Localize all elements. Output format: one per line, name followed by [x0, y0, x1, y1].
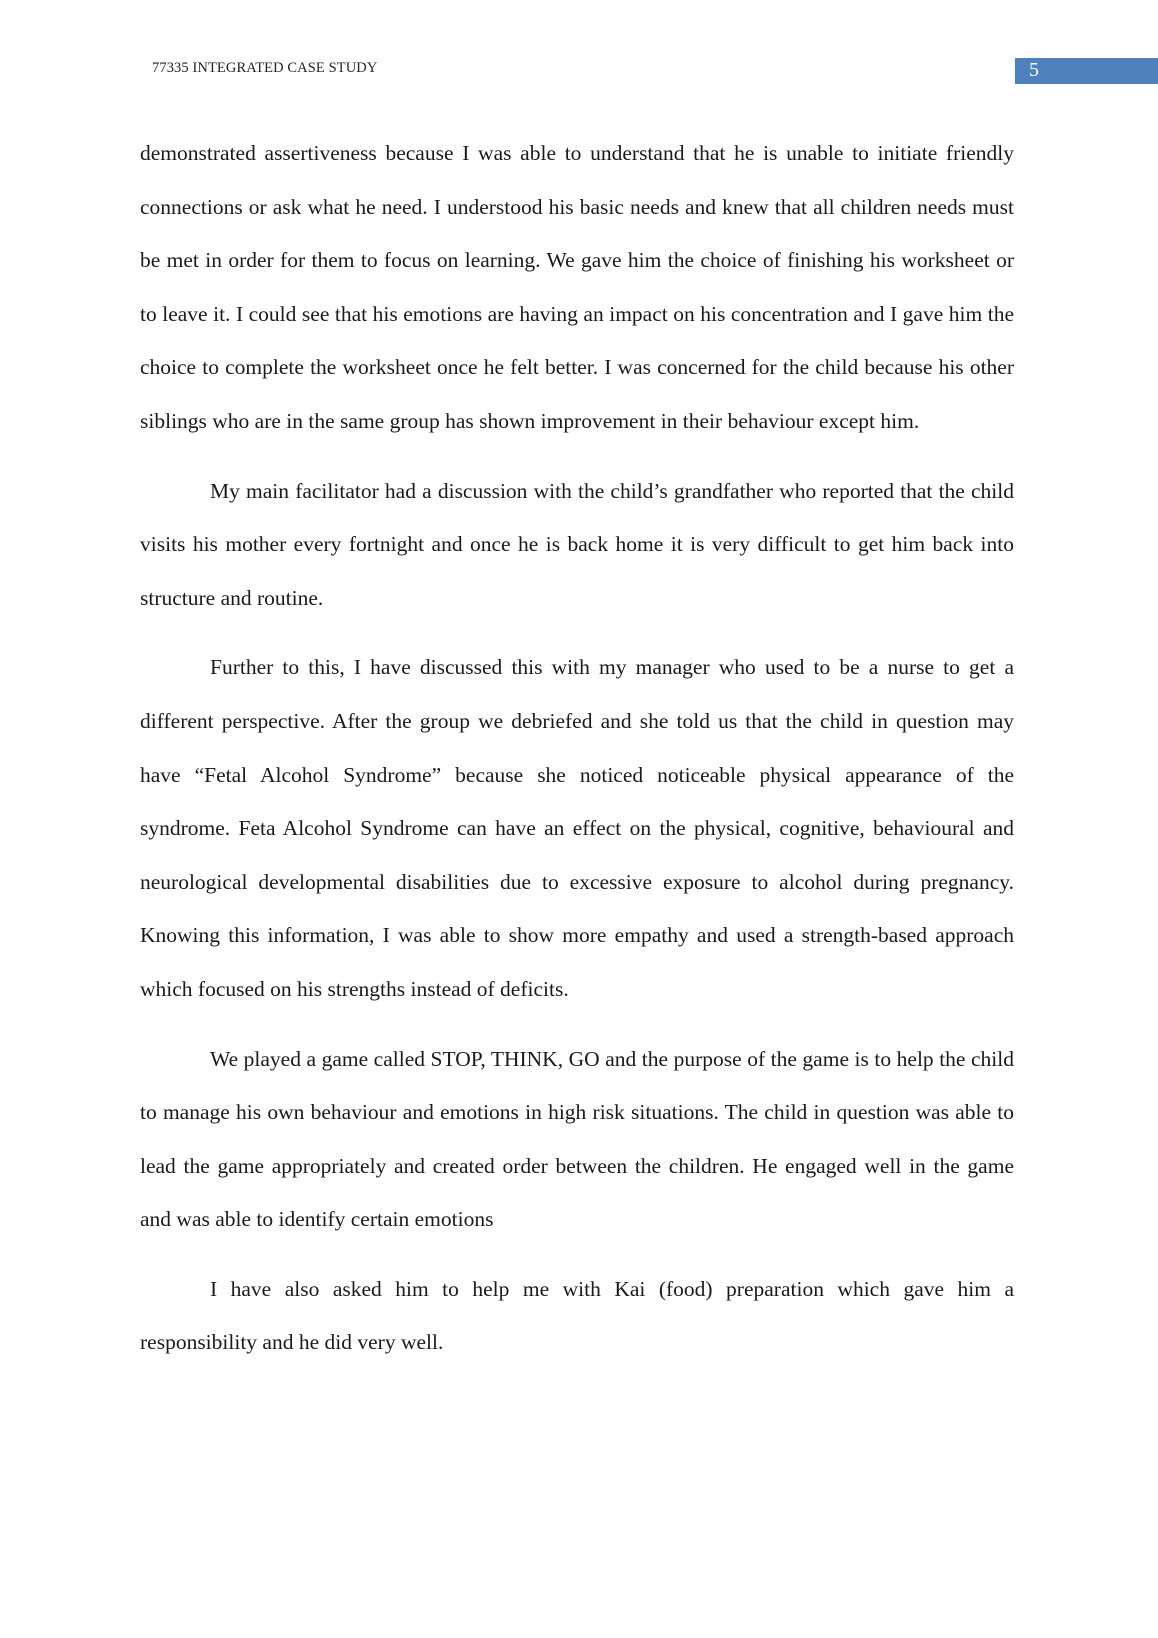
- paragraph-3: Further to this, I have discussed this with my manager who used to be a nurse to get a different perspective. After the group we debriefed and she told us that the child in question may have “Fetal Alcohol Syndrome” because she noticed noticeable physical appearance of the syndrome. Feta Alcohol Syndrome can have an effect on the physical, cognitive, behavioural and neurological developmental disabilities due to excessive exposure to alcohol during pregnancy. Knowing this information, I was able to show more empathy and used a strength-based approach which focused on his strengths instead of deficits.: [140, 655, 1014, 1001]
- page-number-box: [1015, 58, 1158, 84]
- paragraph-5: I have also asked him to help me with Kai (food) preparation which gave him a responsibility and he did very well.: [140, 1276, 1014, 1355]
- running-head: 77335 INTEGRATED CASE STUDY: [152, 60, 378, 76]
- paragraph-4: We played a game called STOP, THINK, GO and the purpose of the game is to help the child to manage his own behaviour and emotions in high risk situations. The child in question was able to lead the game appropriately and created order between the children. He engaged well in the game and was able to identify certain emotions: [140, 1046, 1014, 1232]
- paragraph-2: My main facilitator had a discussion with the child’s grandfather who reported that the child visits his mother every fortnight and once he is back home it is very difficult to get him back into structure and routine.: [140, 478, 1014, 610]
- body-text: [140, 127, 1014, 1386]
- page-number: 5: [1029, 59, 1039, 81]
- paragraph-1: demonstrated assertiveness because I was able to understand that he is unable to initiate friendly connections or ask what he need. I understood his basic needs and knew that all children needs must be met in order for them to focus on learning. We gave him the choice of finishing his worksheet or to leave it. I could see that his emotions are having an impact on his concentration and I gave him the choice to complete the worksheet once he felt better. I was concerned for the child because his other siblings who are in the same group has shown improvement in their behaviour except him.: [140, 141, 1014, 433]
